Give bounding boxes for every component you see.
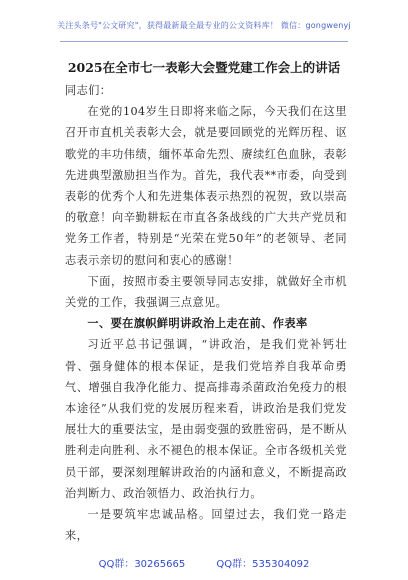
document-body xyxy=(65,80,347,546)
header-divider xyxy=(60,41,348,42)
paragraph-opening: 在党的104岁生日即将来临之际，今天我们在这里召开市直机关表彰大会，就是要回顾党的光辉历程、讴歌党的丰功伟绩，缅怀革命先烈、赓续红色血脉，表彰先进典型激励担当作为。首先，我代表**市委，向受到表彰的优秀个人和先进集体表示热烈的祝贺，致以崇高的敬意！向辛勤耕耘在市直各条战线的广大共产党员和党务工作者，特别是“光荣在党50年”的老领导、老同志表示亲切的慰问和衷心的感谢！ xyxy=(65,105,347,267)
header-banner: 关注头条号"公文研究"，获得最新最全最专业的公文资料库！ 微信：gongwenyj xyxy=(57,21,351,30)
paragraph-section-body: 习近平总书记强调，“讲政治，是我们党补钙壮骨、强身健体的根本保证，是我们党培养自我革命勇气、增强自我净化能力、提高排毒杀菌政治免疫力的根本途径”从我们党的发展历程来看，讲政治是我们党发展壮大的重要法宝，是由弱变强的致胜密码，是不断从胜利走向胜利、永不褪色的根本保证。全市各级机关党员干部，要深刻理解讲政治的内涵和意义，不断提高政治判断力、政治领悟力、政治执行力。 xyxy=(65,338,347,500)
footer-qq-group-2: QQ群：535304092 xyxy=(216,559,310,570)
salutation: 同志们： xyxy=(65,84,112,97)
footer-qq-group-1: QQ群：30265665 xyxy=(98,559,186,570)
section-heading: 一、要在旗帜鲜明讲政治上走在前、作表率 xyxy=(87,316,308,331)
footer xyxy=(0,555,408,570)
paragraph-intro: 下面，按照市委主要领导同志安排，就做好全市机关党的工作，我强调三点意见。 xyxy=(65,274,347,310)
document-title: 2025在全市七一表彰大会暨党建工作会上的讲话 xyxy=(67,60,341,75)
paragraph-subpoint: 一是要筑牢忠诚品格。回望过去，我们党一路走来， xyxy=(65,508,347,543)
